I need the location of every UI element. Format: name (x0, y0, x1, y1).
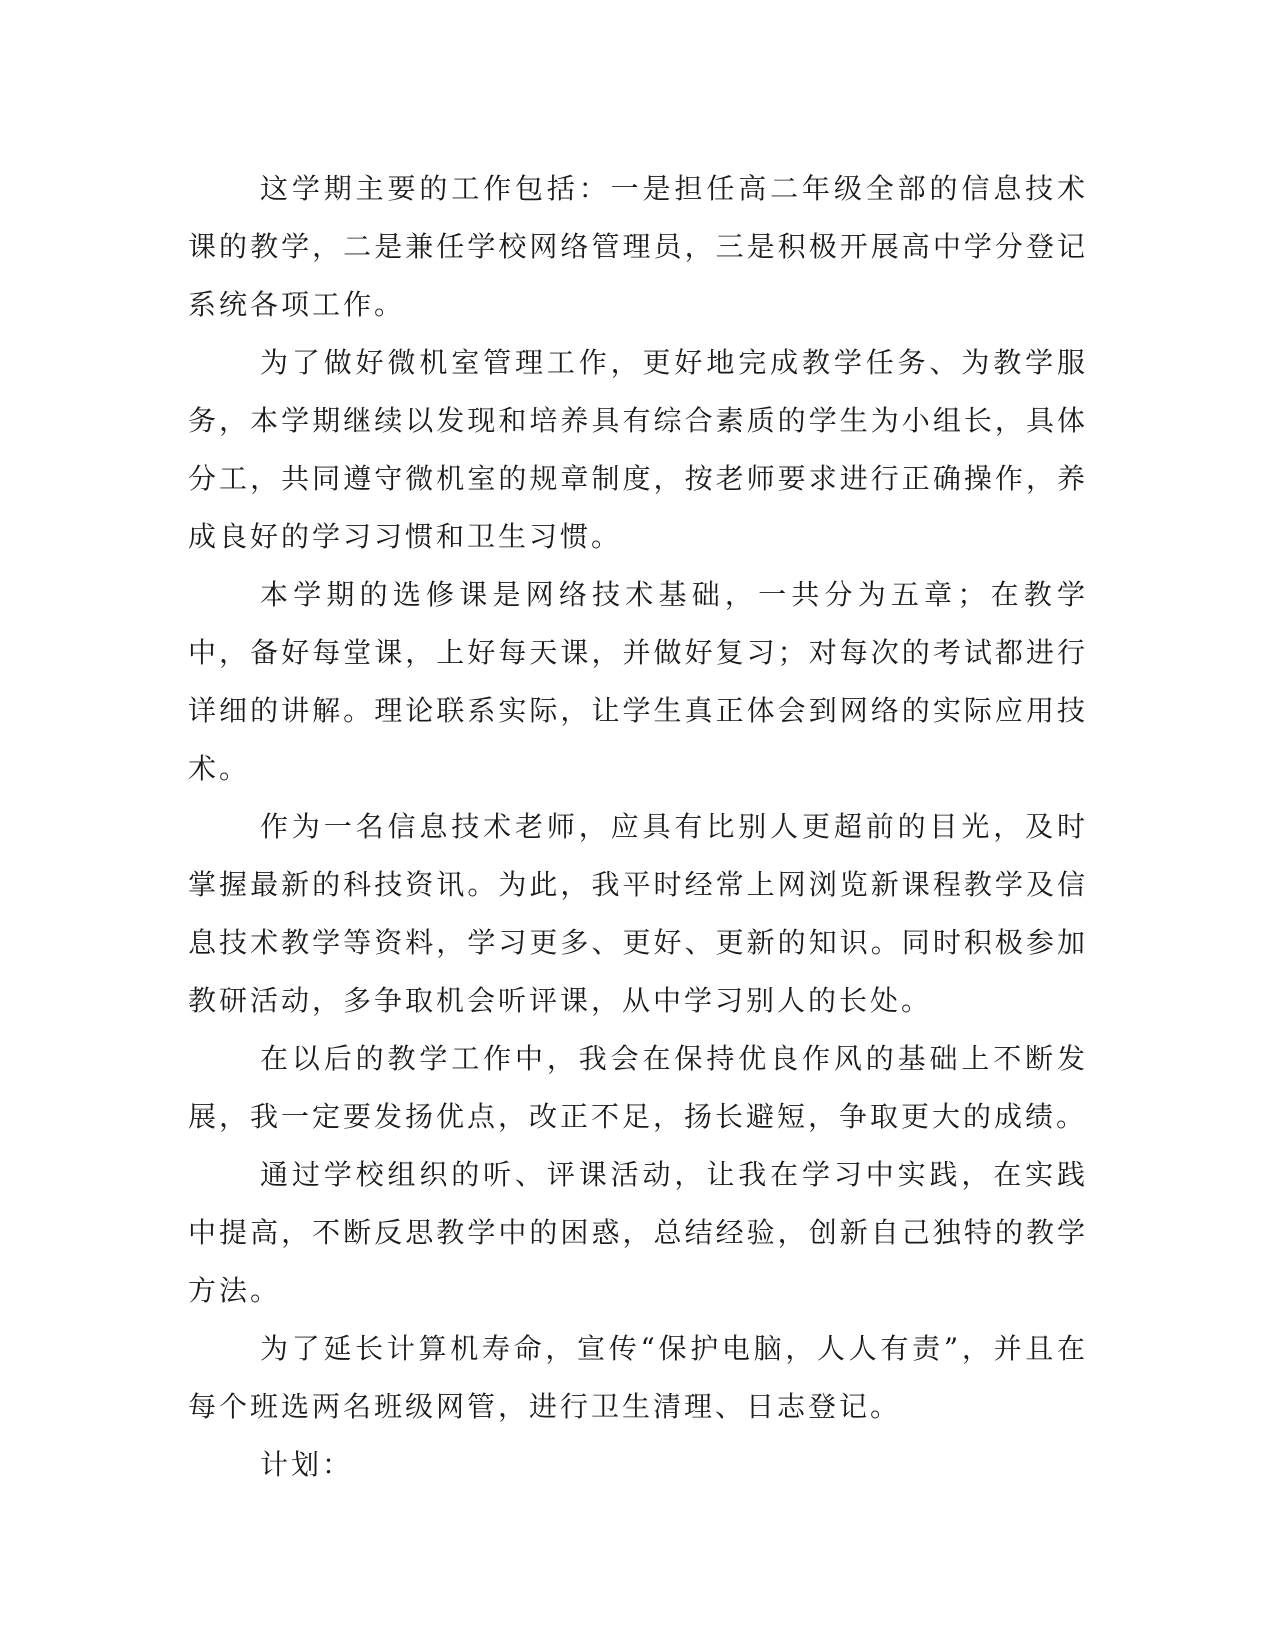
paragraph-lab-management: 为了做好微机室管理工作，更好地完成教学任务、为教学服务，本学期继续以发现和培养具有综合素质的学生为小组长，具体分工，共同遵守微机室的规章制度，按老师要求进行正确操作，养成良好的学习习惯和卫生习惯。 (188, 346, 1088, 553)
paragraph-computer-care: 为了延长计算机寿命，宣传“保护电脑，人人有责”，并且在每个班选两名班级网管，进行卫生清理、日志登记。 (188, 1332, 1088, 1423)
paragraph-lesson-review: 通过学校组织的听、评课活动，让我在学习中实践，在实践中提高，不断反思教学中的困惑，总结经验，创新自己独特的教学方法。 (188, 1158, 1088, 1307)
paragraph-work-summary: 这学期主要的工作包括：一是担任高二年级全部的信息技术课的教学，二是兼任学校网络管理员，三是积极开展高中学分登记系统各项工作。 (188, 172, 1088, 321)
paragraph-professional-growth: 作为一名信息技术老师，应具有比别人更超前的目光，及时掌握最新的科技资讯。为此，我平时经常上网浏览新课程教学及信息技术教学等资料，学习更多、更好、更新的知识。同时积极参加教研活动，多争取机会听评课，从中学习别人的长处。 (188, 810, 1088, 1017)
document-body (188, 160, 1088, 1494)
paragraph-future-work: 在以后的教学工作中，我会在保持优良作风的基础上不断发展，我一定要发扬优点，改正不足，扬长避短，争取更大的成绩。 (188, 1042, 1088, 1133)
paragraph-elective-course: 本学期的选修课是网络技术基础，一共分为五章；在教学中，备好每堂课，上好每天课，并做好复习；对每次的考试都进行详细的讲解。理论联系实际，让学生真正体会到网络的实际应用技术。 (188, 578, 1088, 785)
paragraph-plan-heading: 计划： (260, 1448, 354, 1481)
